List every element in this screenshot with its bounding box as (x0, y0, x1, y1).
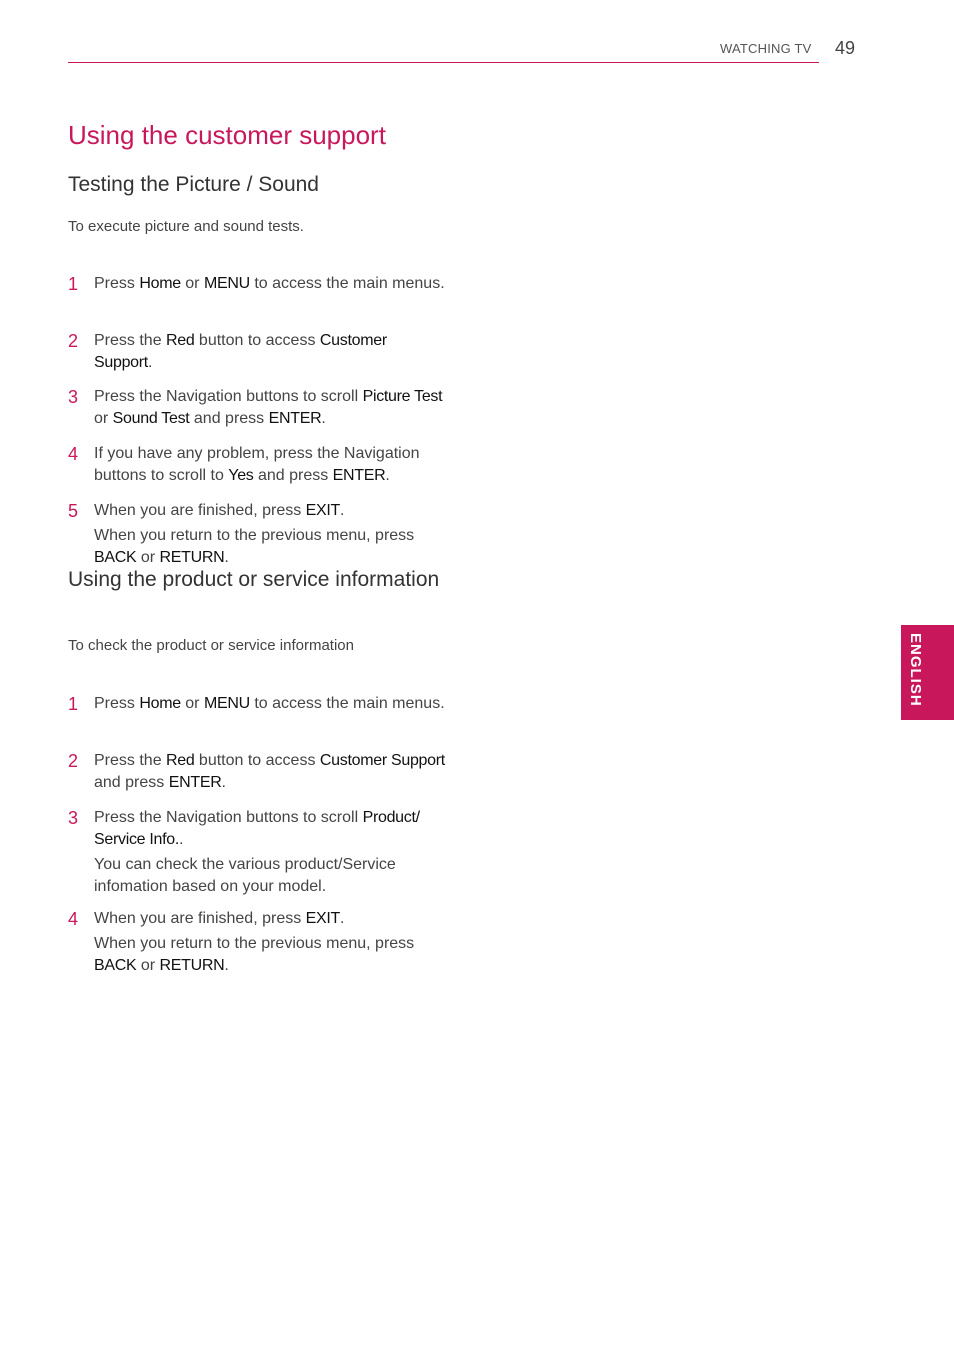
step-number: 1 (68, 694, 79, 714)
keyword: ENTER (268, 410, 322, 427)
step-item (68, 750, 448, 794)
step-text-fragment: . (321, 410, 326, 427)
step-text-fragment: or (180, 695, 204, 712)
step-text-fragment: Press the Navigation buttons to scroll (94, 388, 363, 405)
keyword: RETURN (159, 957, 225, 974)
step-text-fragment: . (179, 831, 184, 848)
step-text-fragment: or (180, 275, 204, 292)
step-text-fragment: . (147, 354, 153, 371)
keyword: MENU (203, 695, 250, 712)
step-text-fragment: . (340, 910, 345, 927)
step-text (94, 807, 448, 851)
keyword: Home (139, 275, 181, 292)
keyword: Customer Support (94, 332, 387, 371)
step-text-fragment: Press the Navigation buttons to scroll (94, 809, 363, 826)
step-text (94, 443, 448, 487)
step-number: 1 (68, 274, 79, 294)
step-text-fragment: Press (94, 275, 140, 292)
keyword: Home (139, 695, 181, 712)
language-tab-label: ENGLISH (907, 633, 924, 707)
keyword: MENU (203, 275, 250, 292)
header-section-label: WATCHING TV (720, 41, 812, 56)
step-text-fragment: or (94, 410, 113, 427)
step-number: 3 (68, 387, 79, 407)
keyword: ENTER (168, 774, 222, 791)
step-text-fragment: button to access (194, 752, 320, 769)
step-text-fragment: When you are finished, press (94, 910, 306, 927)
step-text-fragment: or (136, 549, 160, 566)
step-text (94, 273, 448, 295)
keyword: BACK (94, 549, 137, 566)
step-item (68, 693, 448, 715)
page-title: Using the customer support (68, 120, 386, 150)
step-text-fragment: to access the main menus. (249, 695, 445, 712)
keyword: Red (166, 752, 195, 769)
step-item (68, 443, 448, 487)
step-number: 5 (68, 501, 79, 521)
keyword: ENTER (332, 467, 386, 484)
step-text-fragment: and press (94, 774, 169, 791)
step-text (94, 750, 448, 794)
section-heading: Using the product or service information (68, 568, 440, 591)
section-intro: To execute picture and sound tests. (68, 218, 304, 235)
keyword: BACK (94, 957, 137, 974)
keyword: EXIT (305, 910, 341, 927)
step-text-fragment: When you return to the previous menu, press (94, 935, 415, 952)
step-text-fragment: and press (189, 410, 269, 427)
step-item (68, 908, 448, 977)
step-text-fragment: and press (253, 467, 333, 484)
step-note (94, 933, 448, 977)
step-text-fragment: Press the (94, 752, 167, 769)
section-intro: To check the product or service information (68, 637, 354, 654)
step-item (68, 330, 448, 374)
section-testing-picture-sound (68, 172, 448, 566)
step-text-fragment: When you return to the previous menu, press (94, 527, 415, 544)
step-text (94, 693, 448, 715)
step-text-fragment: . (224, 957, 229, 974)
step-text-fragment: You can check the various product/Service infomation based on your model. (94, 856, 396, 895)
keyword: EXIT (305, 502, 341, 519)
step-note (94, 525, 448, 569)
step-text-fragment: . (224, 549, 229, 566)
page-number: 49 (835, 38, 856, 58)
step-text (94, 500, 448, 522)
step-text (94, 386, 448, 430)
step-number: 3 (68, 808, 79, 828)
keyword: RETURN (159, 549, 225, 566)
step-text-fragment: Press (94, 695, 140, 712)
step-text-fragment: or (136, 957, 160, 974)
step-text-fragment: If you have any problem, press the Navigation buttons to scroll to (94, 445, 420, 484)
step-text-fragment: Press the (94, 332, 167, 349)
step-text (94, 908, 448, 930)
step-item (68, 386, 448, 430)
step-text-fragment: . (221, 774, 226, 791)
keyword: Sound Test (112, 410, 190, 427)
step-number: 4 (68, 444, 79, 464)
keyword: Picture Test (362, 388, 443, 405)
keyword: Yes (228, 467, 254, 484)
step-text-fragment: button to access (194, 332, 320, 349)
step-item (68, 273, 448, 295)
section-product-service-info (68, 567, 448, 974)
step-text-fragment: When you are finished, press (94, 502, 306, 519)
step-number: 4 (68, 909, 79, 929)
step-text (94, 330, 448, 374)
step-number: 2 (68, 751, 79, 771)
step-text-fragment: . (385, 467, 390, 484)
section-heading: Testing the Picture / Sound (68, 173, 319, 196)
language-tab (901, 625, 954, 720)
keyword: Product/ Service Info. (94, 809, 420, 848)
step-item (68, 807, 448, 898)
step-text-fragment: to access the main menus. (249, 275, 445, 292)
step-item (68, 500, 448, 569)
header-divider (68, 62, 819, 63)
keyword: Customer Support (319, 752, 445, 769)
step-note (94, 854, 448, 898)
keyword: Red (166, 332, 195, 349)
step-number: 2 (68, 331, 79, 351)
step-text-fragment: . (340, 502, 345, 519)
